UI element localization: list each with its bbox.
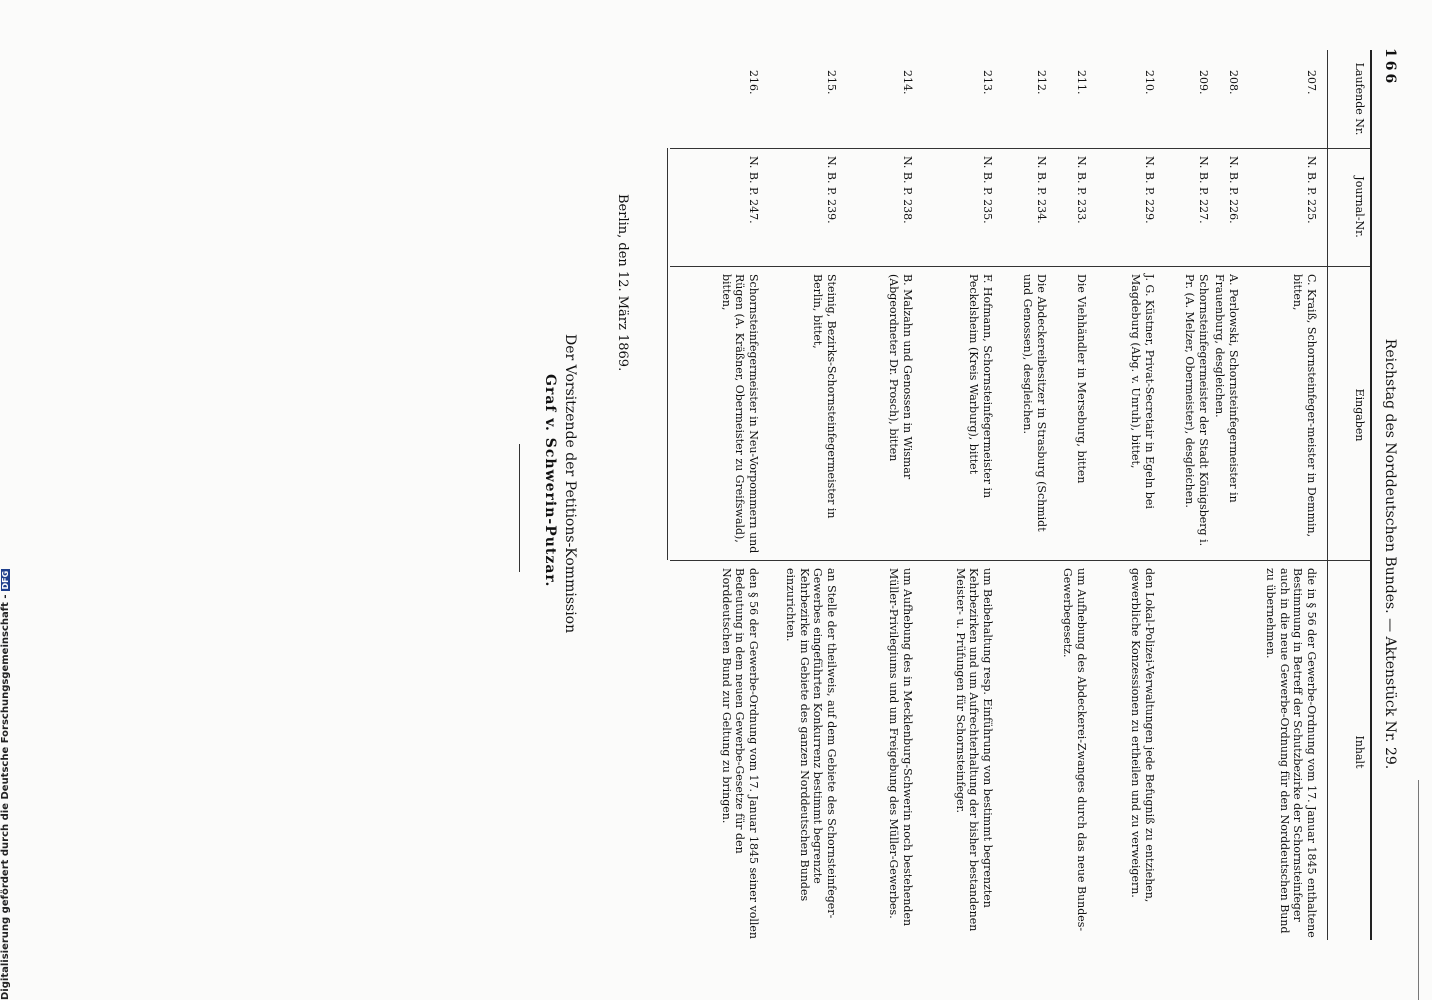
journal-number: N. B. P. 225. [1305,156,1318,224]
rotated-page-content [450,44,1400,950]
petition-content: um Aufhebung des in Mecklenburg-Schwerin noch bestehenden Müller-Privilegiums und um Freigebung des Müller-Gewerbes. [887,568,914,927]
journal-number: N. B. P. 234. [1035,156,1048,224]
petition-content: um Aufhebung des Abdeckerei-Zwanges durch das neue Bundes-Gewerbegesetz. [1061,568,1088,932]
row-number: 216. [747,70,760,95]
closing-date: Berlin, den 12. März 1869. [615,194,630,372]
journal-number: N. B. P. 239. [825,156,838,224]
dfg-logo-icon: DFG [1,570,10,590]
petition-sender: Schornsteinfegermeister in Neu-Vorpommern und Rügen (A. Kräßner, Obermeister zu Greifswald), bitten, [720,274,760,554]
column-divider [670,266,1370,267]
journal-number: N. B. P. 238. [901,156,914,224]
running-head: Reichstag des Norddeutschen Bundes. — Aktenstück Nr. 29. [1382,338,1398,770]
journal-number: N. B. P. 226. [1227,156,1240,224]
petition-content: an Stelle der theilweis, auf dem Gebiete des Schornsteinfeger-Gewerbes eingeführten Konkurrenz bestimmt begrenzte Kehrbezirke im Gebiete des ganzen Norddeutschen Bundes einzurichten. [784,568,838,919]
signature-stroke [519,444,520,572]
petition-content: den Lokal-Polizei-Verwaltungen jede Befugniß zu entziehen, gewerbliche Konzessionen zu ertheilen und zu verweigern. [1129,568,1156,903]
row-number: 214. [901,70,914,95]
column-header-eingaben: Eingaben [1353,388,1366,442]
column-divider [670,148,1370,149]
table-end-rule [667,148,668,560]
row-number: 207. [1305,70,1318,95]
petition-sender: Die Viehhändler in Merseburg, bitten [1075,274,1088,484]
petition-sender: Steinig, Bezirks-Schornsteinfegermeister in Berlin, bittet, [811,274,838,519]
petition-sender: B. Malzahn und Genossen in Wismar (Abgeordneter Dr. Prosch), bitten [887,274,914,480]
row-number: 213. [981,70,994,95]
signature-title: Der Vorsitzende der Petitions-Kommission [562,334,578,634]
journal-number: N. B. P. 227. [1197,156,1210,224]
column-header-rule [1327,50,1328,940]
petition-sender: Schornsteinfegermeister der Stadt Königsberg i. Pr. (A. Melzer, Obermeister), desgleichen. [1183,274,1210,547]
row-number: 211. [1075,70,1088,95]
petition-sender: C. Kraiß, Schornsteinfeger-meister in Demmin, bitten, [1291,274,1318,538]
journal-number: N. B. P. 233. [1075,156,1088,224]
petition-content: um Beibehaltung resp. Einführung von bestimmt begrenzten Kehrbezirken und um Aufrechterhaltung der bisher bestandenen Meister- u. Prüfungen für Schornsteinfeger. [954,568,994,932]
row-number: 210. [1143,70,1156,95]
journal-number: N. B. P. 235. [981,156,994,224]
petition-content: die in § 56 der Gewerbe-Ordnung vom 17. Januar 1845 enthaltene Bestimmung in Betreff der Schutzbezirke der Schornsteinfeger auch in die neue Gewerbe-Ordnung für den Norddeutschen Bund zu übernehmen. [1264,568,1318,938]
petition-sender: F. Hofmann, Schornsteinfegermeister in Peckelsheim (Kreis Warburg), bittet [967,274,994,499]
journal-number: N. B. P. 247. [747,156,760,224]
petition-sender: A. Perlowski, Schornsteinfegermeister in Frauenburg, desgleichen. [1213,274,1240,503]
page-edge-line [1418,780,1419,1000]
footer-text: Digitalisierung gefördert durch die Deutsche Forschungsgemeinschaft - [0,594,11,1000]
signature-name: Graf v. Schwerin-Putzar. [542,374,558,588]
page-number: 166 [1382,48,1398,87]
column-header-journal: Journal-Nr. [1353,176,1366,238]
petition-content: den § 56 der Gewerbe-Ordnung vom 17. Januar 1845 seiner vollen Bedeutung in dem neuen Gewerbe-Gesetze für den Norddeutschen Bund zur Geltung zu bringen. [720,568,760,939]
row-number: 209. [1197,70,1210,95]
row-number: 212. [1035,70,1048,95]
digitization-footer [0,570,14,1000]
petition-sender: J. G. Küstner, Privat-Secretair in Egeln bei Magdeburg (Abg. v. Unruh), bittet, [1129,274,1156,509]
petition-sender: Die Abdeckereibesitzer in Strasburg (Schmidt und Genossen), desgleichen. [1021,274,1048,532]
column-header-inhalt: Inhalt [1353,735,1366,769]
row-number: 208. [1227,70,1240,95]
column-divider [670,560,1370,561]
journal-number: N. B. P. 229. [1143,156,1156,224]
column-header-nr: Laufende Nr. [1353,62,1366,136]
row-number: 215. [825,70,838,95]
header-rule [1370,50,1372,940]
